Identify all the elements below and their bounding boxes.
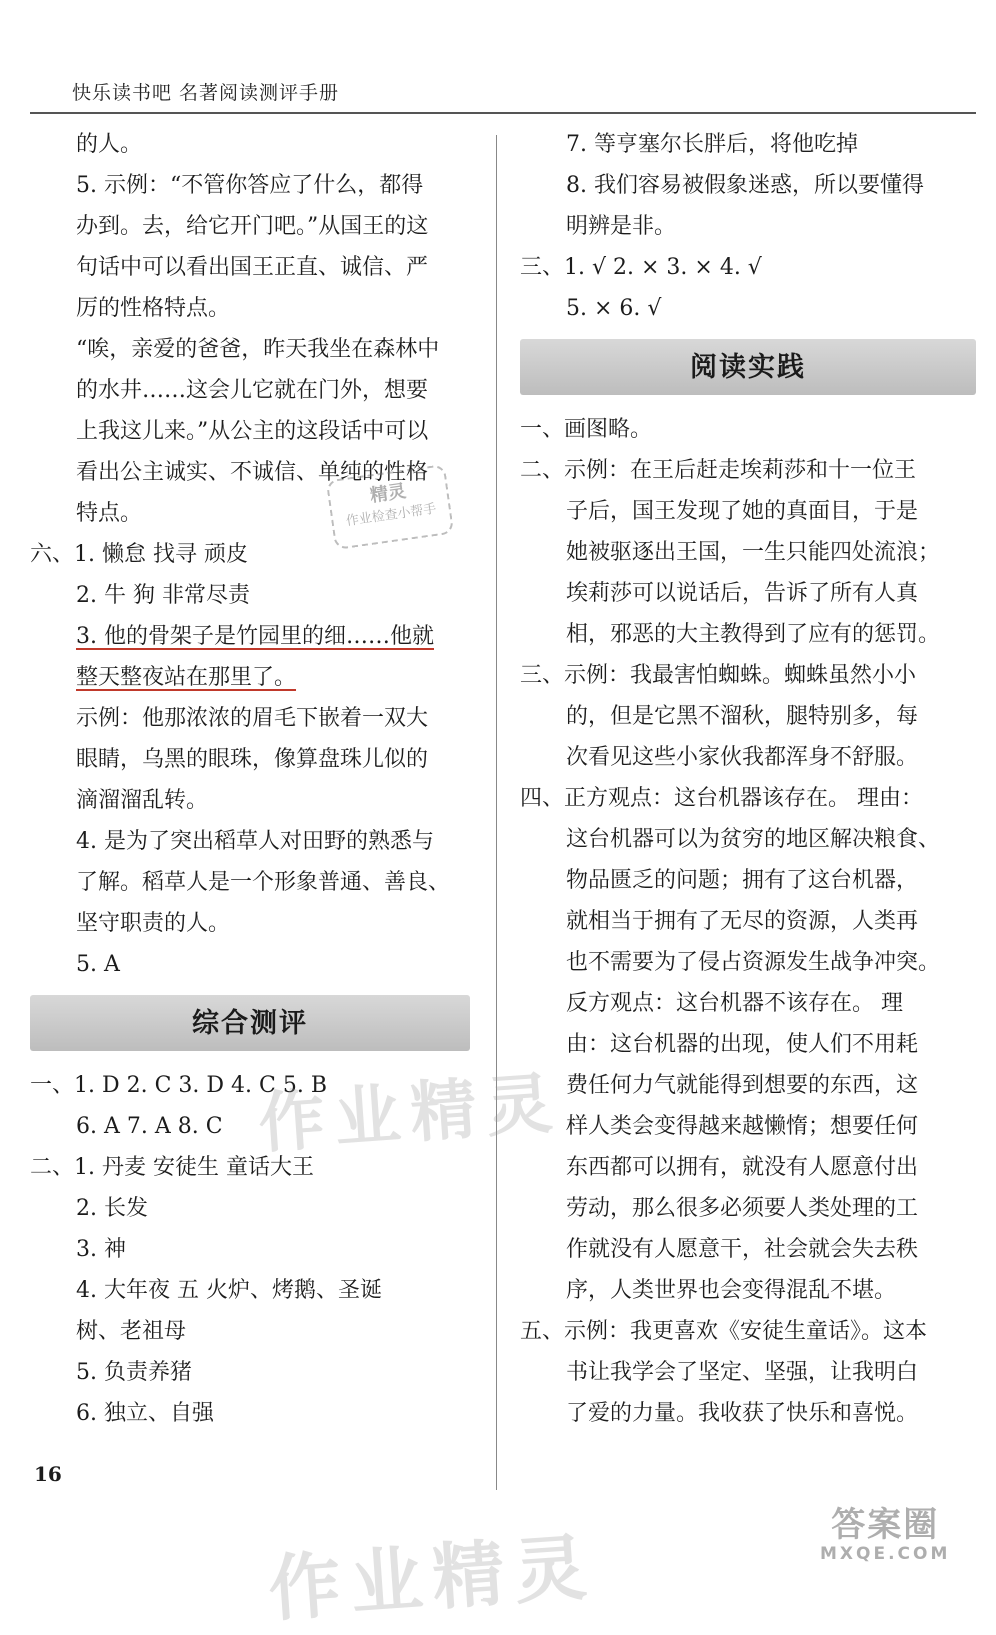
text-line-content: 三、示例：我最害怕蜘蛛。蜘蛛虽然小小 — [520, 663, 917, 688]
text-line-content: 一、1. D 2. C 3. D 4. C 5. B — [30, 1073, 328, 1098]
page-header: 快乐读书吧 名著阅读测评手册 — [72, 82, 340, 104]
watermark-bottom: 作业精灵 — [265, 1524, 599, 1632]
text-line-content: 上我这儿来。”从公主的这段话中可以 — [76, 419, 429, 444]
text-line-content: 四、正方观点：这台机器该存在。 理由： — [520, 786, 923, 811]
text-line-content: 的水井……这会儿它就在门外，想要 — [76, 378, 429, 403]
text-line — [520, 573, 976, 614]
logo-url: MXQE.COM — [820, 1544, 951, 1564]
text-line-content: 一、画图略。 — [520, 417, 653, 442]
section-banner-yuedu — [520, 339, 976, 395]
text-line-content: 眼睛，乌黑的眼珠，像算盘珠儿似的 — [76, 747, 429, 772]
text-line — [30, 206, 470, 247]
stamp-title: 精灵 — [368, 480, 408, 507]
text-line — [30, 616, 470, 657]
text-line-content: 劳动，那么很多必须要人类处理的工 — [566, 1196, 919, 1221]
text-line — [520, 1352, 976, 1393]
text-line-content: 6. A 7. A 8. C — [76, 1114, 223, 1139]
text-line-content: 了解。稻草人是一个形象普通、善良、 — [76, 870, 451, 895]
left-lines-a — [30, 124, 470, 985]
text-line — [30, 1229, 470, 1270]
left-lines-b — [30, 1065, 470, 1434]
text-line-content: 4. 大年夜 五 火炉、烤鹅、圣诞 — [76, 1278, 382, 1303]
text-line-content: 六、1. 懒怠 找寻 顽皮 — [30, 542, 248, 567]
text-line — [30, 1393, 470, 1434]
text-line-content: “唉，亲爱的爸爸，昨天我坐在森林中 — [76, 337, 440, 362]
text-line — [520, 165, 976, 206]
text-line-content: 二、示例：在王后赶走埃莉莎和十一位王 — [520, 458, 917, 483]
text-line-content: 五、示例：我更喜欢《安徒生童话》。这本 — [520, 1319, 928, 1344]
text-line — [30, 124, 470, 165]
text-line — [30, 370, 470, 411]
text-line — [520, 819, 976, 860]
text-line — [520, 450, 976, 491]
text-line — [30, 411, 470, 452]
text-line — [520, 901, 976, 942]
text-line-content: 5. × 6. √ — [566, 296, 662, 321]
text-line-content: 3. 他的骨架子是竹园里的细……他就 — [76, 624, 434, 649]
text-line — [520, 1024, 976, 1065]
text-line — [30, 903, 470, 944]
watermark-mid: 作业精灵 — [256, 1064, 565, 1163]
text-line-content: 书让我学会了坚定、坚强，让我明白 — [566, 1360, 919, 1385]
section-banner-zonghe — [30, 995, 470, 1051]
site-logo — [820, 1505, 951, 1564]
text-line — [30, 165, 470, 206]
text-line — [30, 575, 470, 616]
text-line — [520, 778, 976, 819]
text-line — [520, 409, 976, 450]
text-line-content: 2. 牛 狗 非常尽责 — [76, 583, 250, 608]
text-line-content: 办到。去，给它开门吧。”从国王的这 — [76, 214, 429, 239]
text-line — [30, 862, 470, 903]
text-line-content: 也不需要为了侵占资源发生战争冲突。 — [566, 950, 941, 975]
text-line — [520, 696, 976, 737]
section-banner-title: 阅读实践 — [690, 351, 806, 383]
text-line-content: 子后，国王发现了她的真面目，于是 — [566, 499, 919, 524]
text-line — [520, 1311, 976, 1352]
text-line-content: 序，人类世界也会变得混乱不堪。 — [566, 1278, 897, 1303]
text-line-content: 整天整夜站在那里了。 — [76, 665, 297, 690]
logo-title: 答案圈 — [831, 1505, 940, 1545]
text-line-content: 东西都可以拥有，就没有人愿意付出 — [566, 1155, 919, 1180]
text-line-content: 的人。 — [76, 132, 143, 157]
text-line-content: 句话中可以看出国王正直、诚信、严 — [76, 255, 429, 280]
text-line — [520, 860, 976, 901]
text-line — [520, 1393, 976, 1434]
left-column — [30, 124, 470, 1434]
text-line — [520, 288, 976, 329]
text-line-content: 作就没有人愿意干，社会就会失去秩 — [566, 1237, 919, 1262]
text-line-content: 坚守职责的人。 — [76, 911, 231, 936]
text-line — [30, 1106, 470, 1147]
text-line-content: 特点。 — [76, 501, 143, 526]
text-line-content: 5. 负责养猪 — [76, 1360, 192, 1385]
text-line — [30, 1147, 470, 1188]
text-line — [30, 288, 470, 329]
text-line — [520, 491, 976, 532]
header-rule — [30, 112, 976, 114]
text-line-content: 7. 等亨塞尔长胖后，将他吃掉 — [566, 132, 858, 157]
text-line — [520, 942, 976, 983]
text-line — [520, 737, 976, 778]
text-line — [520, 1270, 976, 1311]
text-line — [30, 780, 470, 821]
text-line-content: 示例：他那浓浓的眉毛下嵌着一双大 — [76, 706, 429, 731]
text-line — [30, 329, 470, 370]
text-line — [30, 1065, 470, 1106]
stamp-subtitle: 作业检查小帮手 — [345, 501, 438, 530]
text-line-content: 6. 独立、自强 — [76, 1401, 214, 1426]
text-line — [30, 698, 470, 739]
text-line-content: 树、老祖母 — [76, 1319, 187, 1344]
text-line — [30, 739, 470, 780]
text-line-content: 相，邪恶的大主教得到了应有的惩罚。 — [566, 622, 941, 647]
text-line — [520, 1229, 976, 1270]
text-line — [520, 532, 976, 573]
text-line-content: 由：这台机器的出现，使人们不用耗 — [566, 1032, 919, 1057]
text-line-content: 物品匮乏的问题；拥有了这台机器， — [566, 868, 919, 893]
text-line-content: 滴溜溜乱转。 — [76, 788, 209, 813]
text-line-content: 费任何力气就能得到想要的东西，这 — [566, 1073, 919, 1098]
text-line-content: 的，但是它黑不溜秋，腿特别多，每 — [566, 704, 919, 729]
text-line — [520, 206, 976, 247]
text-line — [520, 247, 976, 288]
right-lines-a — [520, 124, 976, 329]
section-banner-title: 综合测评 — [192, 1007, 308, 1039]
right-column — [520, 124, 976, 1434]
text-line-content: 4. 是为了突出稻草人对田野的熟悉与 — [76, 829, 434, 854]
text-line-content: 次看见这些小家伙我都浑身不舒服。 — [566, 745, 919, 770]
text-line — [520, 1065, 976, 1106]
text-line — [520, 1147, 976, 1188]
text-line — [30, 657, 470, 698]
text-line-content: 反方观点：这台机器不该存在。 理 — [566, 991, 903, 1016]
right-lines-b — [520, 409, 976, 1434]
column-divider — [496, 135, 497, 1490]
text-line — [30, 821, 470, 862]
text-line-content: 埃莉莎可以说话后，告诉了所有人真 — [566, 581, 919, 606]
text-line-content: 她被驱逐出王国，一生只能四处流浪； — [566, 540, 941, 565]
text-line-content: 看出公主诚实、不诚信、单纯的性格 — [76, 460, 429, 485]
text-line-content: 8. 我们容易被假象迷惑，所以要懂得 — [566, 173, 924, 198]
text-line-content: 厉的性格特点。 — [76, 296, 231, 321]
text-line-content: 样人类会变得越来越懒惰；想要任何 — [566, 1114, 919, 1139]
text-line-content: 就相当于拥有了无尽的资源，人类再 — [566, 909, 919, 934]
text-line — [30, 1352, 470, 1393]
text-line — [520, 614, 976, 655]
text-line-content: 5. A — [76, 952, 120, 977]
text-line — [520, 1188, 976, 1229]
text-line — [520, 983, 976, 1024]
text-line-content: 这台机器可以为贫穷的地区解决粮食、 — [566, 827, 941, 852]
text-line-content: 了爱的力量。我收获了快乐和喜悦。 — [566, 1401, 919, 1426]
text-line — [520, 655, 976, 696]
text-line — [30, 944, 470, 985]
text-line-content: 二、1. 丹麦 安徒生 童话大王 — [30, 1155, 314, 1180]
text-line — [30, 1270, 470, 1311]
text-line-content: 5. 示例：“不管你答应了什么，都得 — [76, 173, 424, 198]
page-number: 16 — [34, 1462, 62, 1486]
text-line — [30, 247, 470, 288]
text-line-content: 3. 神 — [76, 1237, 126, 1262]
text-line-content: 2. 长发 — [76, 1196, 148, 1221]
text-line — [30, 1311, 470, 1352]
text-line — [520, 124, 976, 165]
text-line — [520, 1106, 976, 1147]
text-line — [30, 1188, 470, 1229]
text-line-content: 明辨是非。 — [566, 214, 677, 239]
text-line-content: 三、1. √ 2. × 3. × 4. √ — [520, 255, 762, 280]
